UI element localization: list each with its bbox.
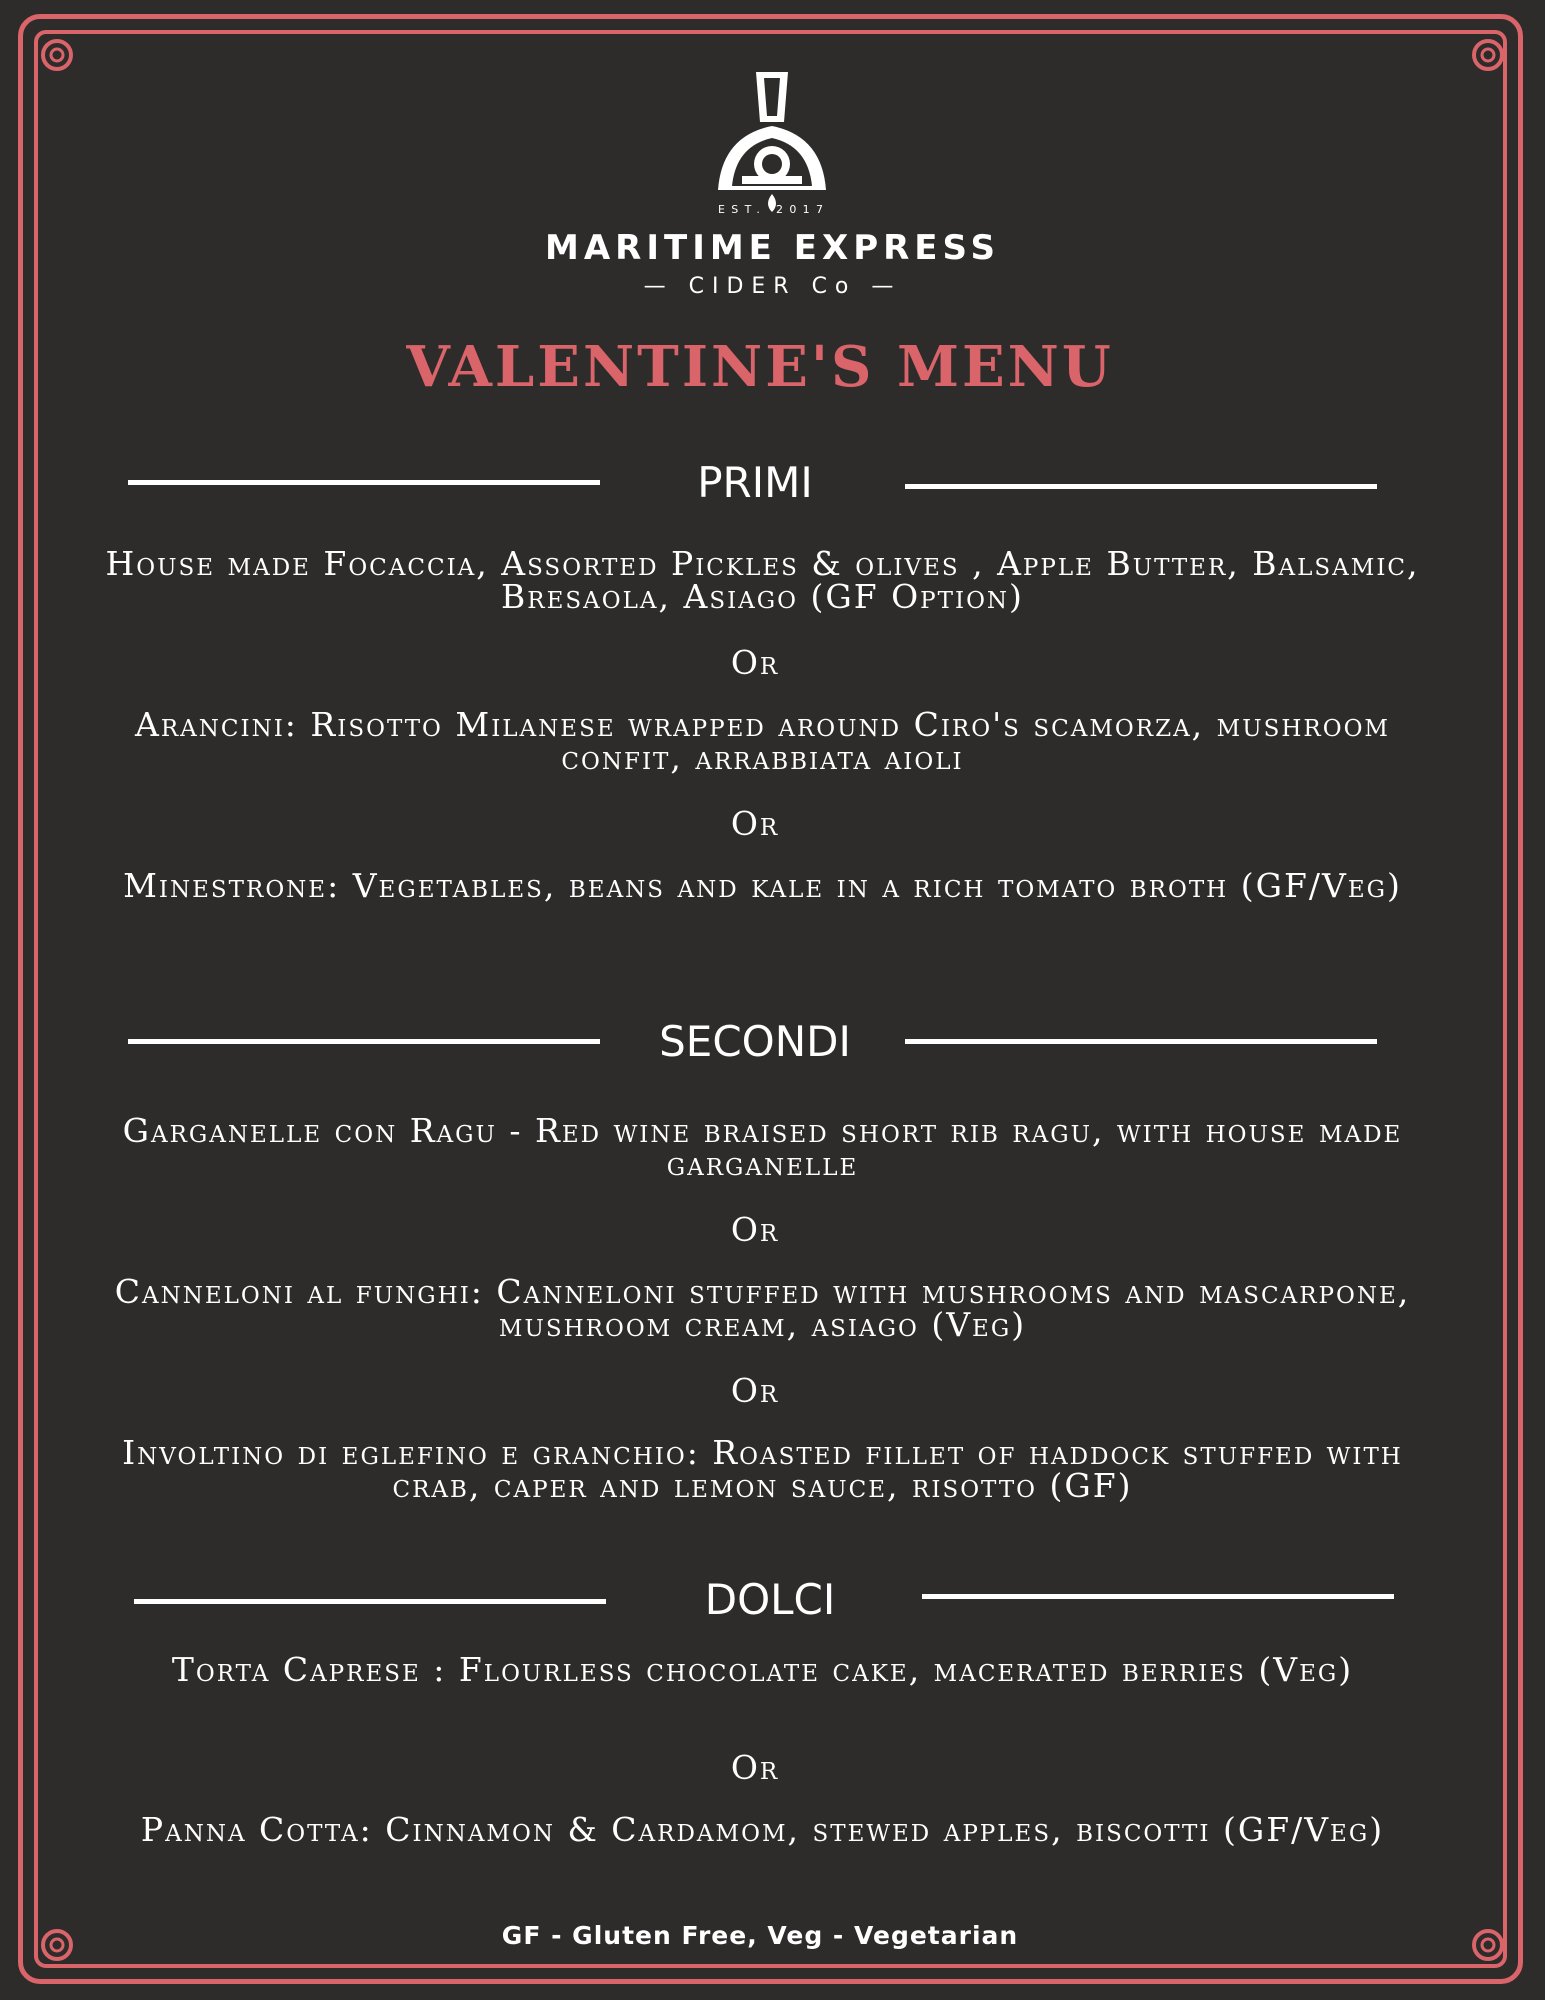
train-logo-icon	[672, 70, 872, 220]
or-separator: Or	[730, 1210, 780, 1249]
or-separator: Or	[730, 804, 780, 843]
or-separator: Or	[730, 1748, 780, 1787]
divider-line	[134, 1599, 606, 1604]
corner-ornament-top-left-icon	[34, 32, 80, 78]
divider-line	[905, 1039, 1377, 1044]
divider-line	[128, 1039, 600, 1044]
menu-item: Involtino di eglefino e granchio: Roasted fillet of haddock stuffed with crab, caper and lemon sauce, risotto (GF)	[122, 1433, 1403, 1505]
menu-item: Arancini: Risotto Milanese wrapped around Ciro's scamorza, mushroom confit, arrabbiata aioli	[135, 705, 1390, 777]
established-label: EST. 2017	[718, 203, 826, 216]
menu-title: VALENTINE'S MENU	[406, 334, 1114, 400]
section-title-dolci: DOLCI	[704, 1575, 836, 1624]
menu-item: Panna Cotta: Cinnamon & Cardamom, stewed apples, biscotti (GF/Veg)	[140, 1810, 1385, 1849]
menu-item: Torta Caprese : Flourless chocolate cake, macerated berries (Veg)	[171, 1650, 1354, 1689]
divider-line	[905, 484, 1377, 489]
dietary-legend: GF - Gluten Free, Veg - Vegetarian	[501, 1921, 1019, 1950]
brand-subtitle: — CIDER Co —	[643, 274, 902, 299]
menu-item: House made Focaccia, Assorted Pickles & olives , Apple Butter, Balsamic, Bresaola, Asiago (GF Option)	[105, 544, 1420, 616]
divider-line	[922, 1594, 1394, 1599]
section-title-primi: PRIMI	[697, 458, 813, 507]
menu-item: Canneloni al funghi: Canneloni stuffed with mushrooms and mascarpone, mushroom cream, asiago (Veg)	[114, 1272, 1411, 1344]
corner-ornament-top-right-icon	[1465, 32, 1511, 78]
menu-item: Minestrone: Vegetables, beans and kale in a rich tomato broth (GF/Veg)	[123, 866, 1402, 905]
brand-name: MARITIME EXPRESS	[545, 228, 1000, 268]
divider-line	[128, 480, 600, 485]
or-separator: Or	[730, 643, 780, 682]
section-title-secondi: SECONDI	[659, 1017, 851, 1066]
menu-item: Garganelle con Ragu - Red wine braised short rib ragu, with house made garganelle	[122, 1111, 1403, 1183]
or-separator: Or	[730, 1371, 780, 1410]
